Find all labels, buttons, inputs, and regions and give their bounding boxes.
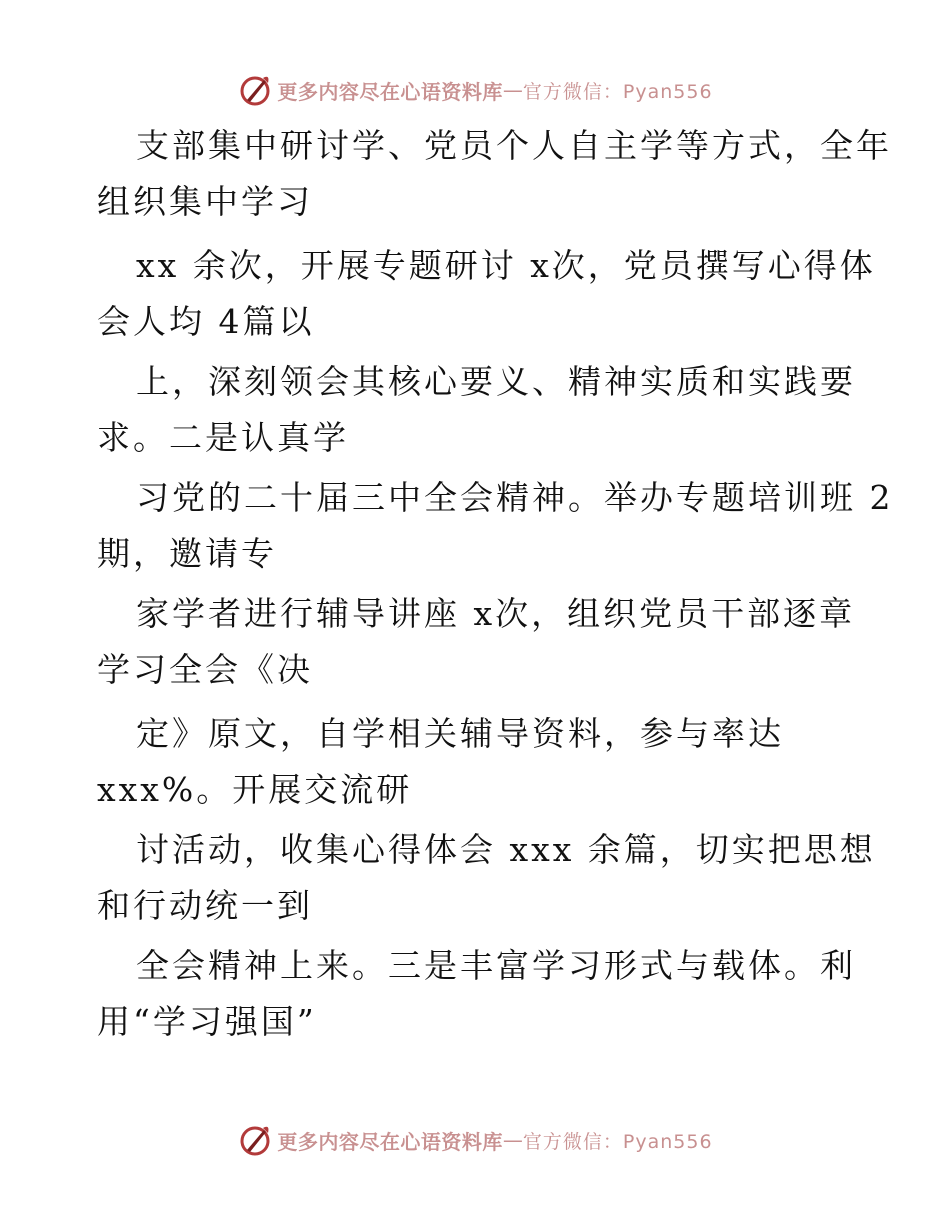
body-line: 学习全会《决	[97, 650, 313, 689]
body-line: 用“学习强国”	[97, 1002, 317, 1041]
body-line: 家学者进行辅导讲座 x次，组织党员干部逐章	[136, 594, 856, 633]
footer-banner	[0, 1122, 950, 1158]
body-line: 期，邀请专	[97, 534, 277, 573]
footer-separator: —	[502, 1128, 523, 1152]
body-line: 讨活动，收集心得体会 xxx 余篇，切实把思想	[136, 830, 876, 869]
header-separator: —	[502, 78, 523, 102]
footer-wechat-text: 官方微信：Pyan556	[522, 1130, 713, 1153]
body-line: 支部集中研讨学、党员个人自主学等方式，全年	[136, 126, 892, 165]
quill-seal-icon	[237, 72, 273, 108]
body-line: 习党的二十届三中全会精神。举办专题培训班 2	[136, 478, 894, 517]
body-line: 组织集中学习	[97, 182, 313, 221]
body-line: 全会精神上来。三是丰富学习形式与载体。利	[136, 946, 856, 985]
header-wechat-text: 官方微信：Pyan556	[522, 80, 713, 103]
body-line: 会人均 4篇以	[97, 302, 315, 341]
header-banner	[0, 72, 950, 108]
body-line: xx 余次，开展专题研讨 x次，党员撰写心得体	[136, 246, 876, 285]
body-line: 上，深刻领会其核心要义、精神实质和实践要	[136, 362, 856, 401]
quill-seal-icon	[237, 1122, 273, 1158]
body-line: 和行动统一到	[97, 886, 313, 925]
footer-site-text: 更多内容尽在心语资料库	[277, 1129, 503, 1154]
body-line: 求。二是认真学	[97, 418, 349, 457]
header-site-text: 更多内容尽在心语资料库	[277, 79, 503, 104]
body-line: xxx%。开展交流研	[97, 770, 413, 809]
body-line: 定》原文，自学相关辅导资料，参与率达	[136, 714, 784, 753]
